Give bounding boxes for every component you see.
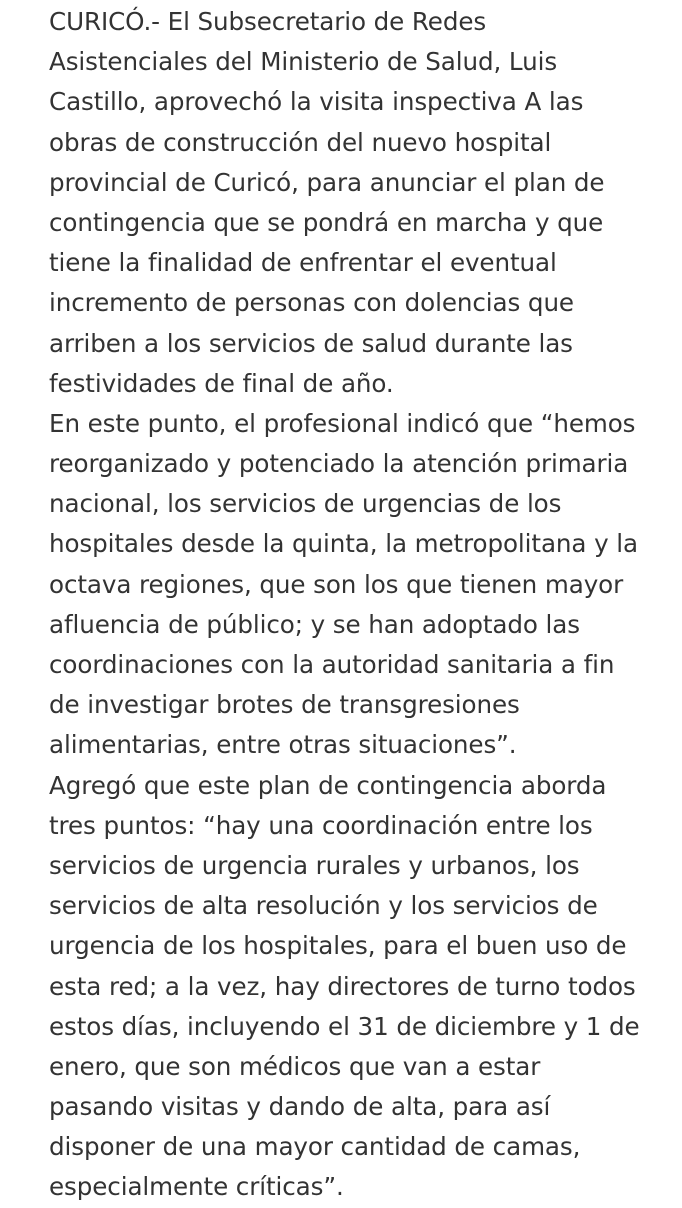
paragraph-1 xyxy=(49,2,679,404)
text-line: contingencia que se pondrá en marcha y que xyxy=(49,207,604,237)
text-line: tres puntos: “hay una coordinación entre los xyxy=(49,810,593,840)
text-line: obras de construcción del nuevo hospital xyxy=(49,127,552,157)
text-line: Agregó que este plan de contingencia aborda xyxy=(49,770,607,800)
text-line: hospitales desde la quinta, la metropolitana y la xyxy=(49,529,638,559)
text-line: estos días, incluyendo el 31 de diciembre y 1 de xyxy=(49,1011,640,1041)
text-line: especialmente críticas”. xyxy=(49,1172,344,1202)
text-line: urgencia de los hospitales, para el buen uso de xyxy=(49,931,627,961)
text-line: En este punto, el profesional indicó que “hemos xyxy=(49,408,636,438)
text-line: alimentarias, entre otras situaciones”. xyxy=(49,730,517,760)
text-line: arriben a los servicios de salud durante las xyxy=(49,328,573,358)
text-line: coordinaciones con la autoridad sanitaria a fin xyxy=(49,650,615,679)
text-line: Castillo, aprovechó la visita inspectiva A las xyxy=(49,87,584,117)
paragraph-2 xyxy=(49,404,679,766)
text-line: enero, que son médicos que van a estar xyxy=(49,1051,541,1081)
text-line: CURICÓ.- El Subsecretario de Redes xyxy=(49,7,487,36)
text-line: de investigar brotes de transgresiones xyxy=(49,690,520,720)
paragraph-3 xyxy=(49,766,679,1208)
text-line: tiene la finalidad de enfrentar el eventual xyxy=(49,248,557,278)
text-line: disponer de una mayor cantidad de camas, xyxy=(49,1132,581,1162)
text-line: reorganizado y potenciado la atención primaria xyxy=(49,449,629,479)
text-line: afluencia de público; y se han adoptado las xyxy=(49,609,580,639)
text-line: incremento de personas con dolencias que xyxy=(49,288,574,318)
text-line: provincial de Curicó, para anunciar el plan de xyxy=(49,167,605,197)
text-line: esta red; a la vez, hay directores de turno todos xyxy=(49,971,636,1001)
text-line: festividades de final de año. xyxy=(49,368,394,398)
text-line: servicios de alta resolución y los servicios de xyxy=(49,891,598,921)
text-line: nacional, los servicios de urgencias de los xyxy=(49,489,562,519)
text-line: pasando visitas y dando de alta, para así xyxy=(49,1092,551,1122)
text-line: Asistenciales del Ministerio de Salud, Luis xyxy=(49,47,558,77)
text-line: servicios de urgencia rurales y urbanos, los xyxy=(49,850,580,880)
text-line: octava regiones, que son los que tienen mayor xyxy=(49,569,624,599)
article-body xyxy=(49,2,679,1208)
